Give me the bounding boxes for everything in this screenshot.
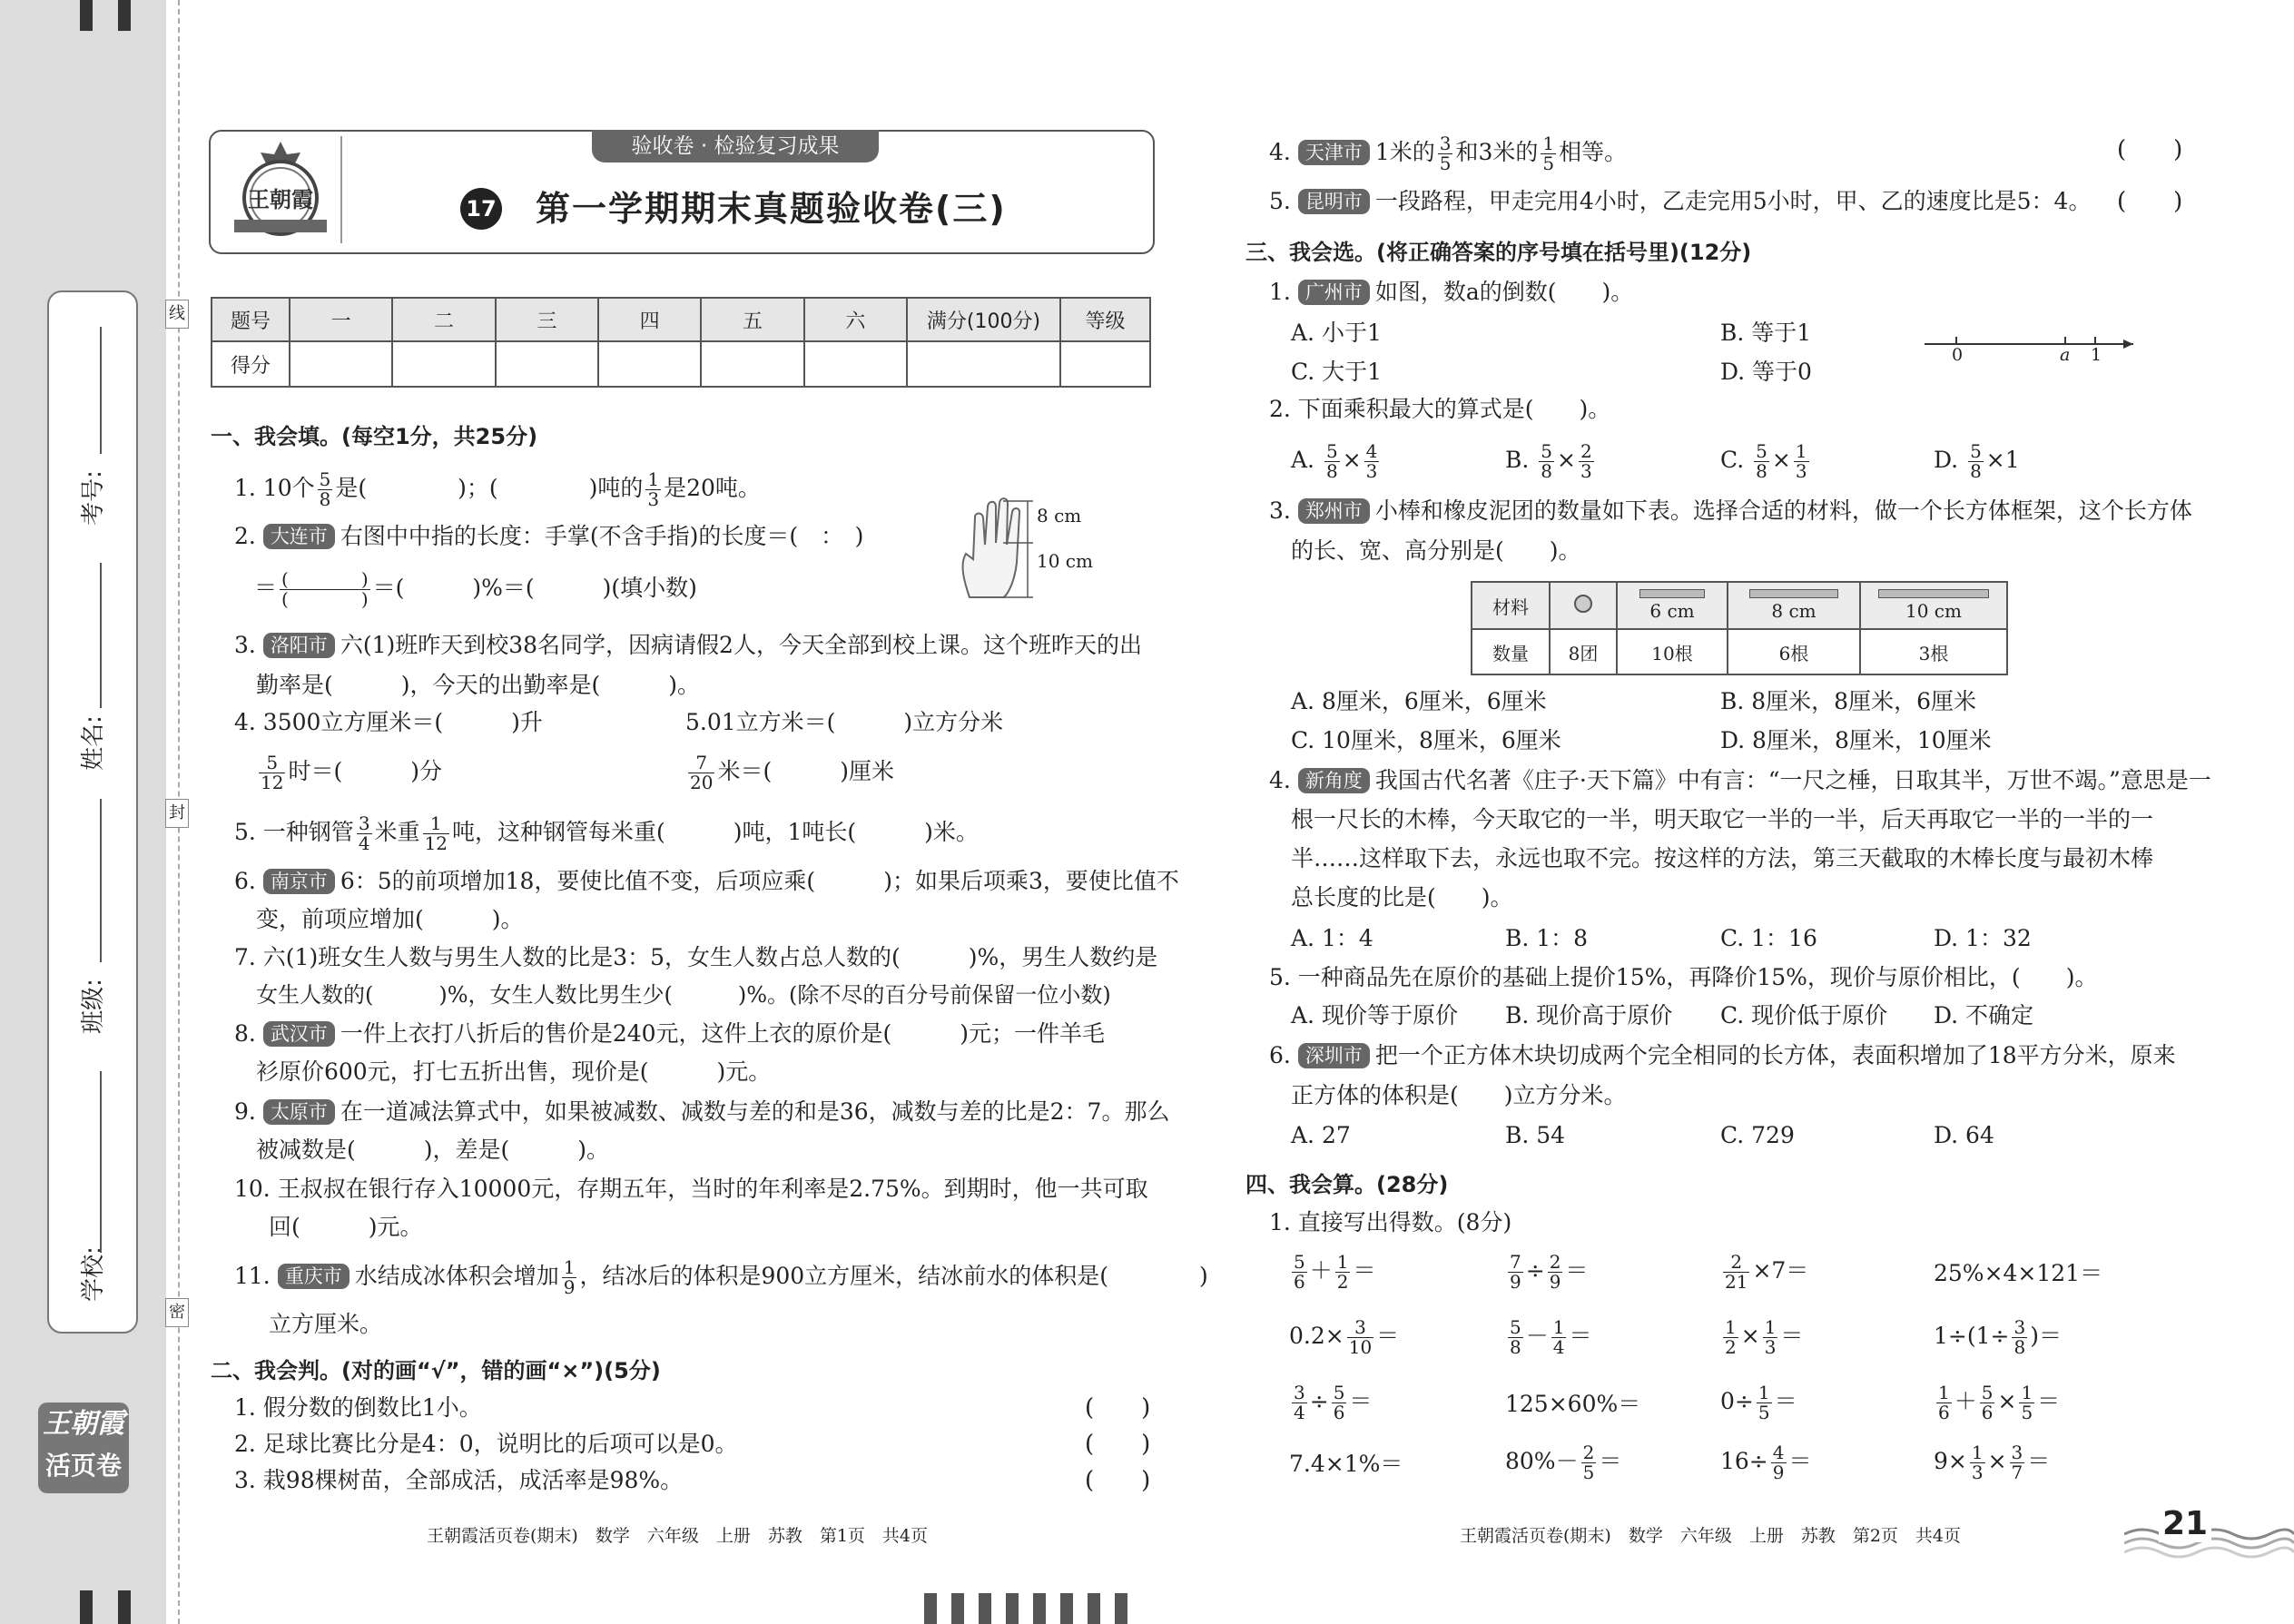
choice-1-option-b[interactable]: B. 等于1 <box>1720 320 1812 346</box>
materials-count: 10根 <box>1617 629 1728 674</box>
class-line <box>100 799 102 962</box>
class-label: 班级: <box>79 979 107 1034</box>
page-number: 21 <box>2159 1505 2211 1542</box>
city-tag: 深圳市 <box>1298 1043 1370 1068</box>
calc-title: 1. 直接写出得数。(8分) <box>1269 1209 1512 1235</box>
score-col-header: 六 <box>804 298 907 341</box>
choice-6-option-b[interactable]: B. 54 <box>1505 1122 1566 1148</box>
choice-3: 3. 郑州市 小棒和橡皮泥团的数量如下表。选择合适的材料，做一个长方体框架，这个长方体 <box>1269 497 2192 524</box>
choice-3-option-c[interactable]: C. 10厘米，8厘米，6厘米 <box>1291 727 1561 753</box>
choice-4-line3: 半……这样取下去，永远也取不完。按这样的方法，第三天截取的木棒长度与最初木棒 <box>1291 845 2154 871</box>
choice-4-option-d[interactable]: D. 1：32 <box>1934 925 2032 951</box>
calc-b2: $\frac{5}{8}$ － $\frac{1}{4}$ ＝ <box>1510 1316 1592 1358</box>
question-4a: 4. 3500立方厘米＝( )升 <box>234 709 543 735</box>
section-4-title: 四、我会算。(28分) <box>1245 1172 1449 1197</box>
materials-table <box>1471 581 2008 675</box>
score-col-header: 五 <box>701 298 803 341</box>
choice-3-option-a[interactable]: A. 8厘米，6厘米，6厘米 <box>1291 688 1547 714</box>
score-row-label: 得分 <box>212 341 290 387</box>
choice-4-line4: 总长度的比是( )。 <box>1291 884 1513 910</box>
name-line <box>100 563 102 708</box>
judge-3: 3. 栽98棵树苗，全部成活，成活率是98%。 <box>234 1467 684 1493</box>
score-col-header: 满分(100分) <box>907 298 1060 341</box>
fraction: $\frac{5}{8}$ <box>1325 440 1338 482</box>
choice-1: 1. 广州市 如图，数a的倒数( )。 <box>1269 279 1634 305</box>
choice-2: 2. 下面乘积最大的算式是( )。 <box>1269 396 1611 422</box>
question-5: 5. 一种钢管 $\frac{3}{4}$ 米重 $\frac{1}{12}$ 吨，这种钢管每米重( )吨，1吨长( )米。 <box>234 812 979 854</box>
score-cell[interactable] <box>392 341 495 387</box>
judge-2: 2. 足球比赛比分是4：0，说明比的后项可以是0。 <box>234 1431 738 1457</box>
top-marks <box>80 0 93 31</box>
stick-icon <box>1878 589 1989 598</box>
city-tag: 昆明市 <box>1298 189 1370 214</box>
brand-line2: 活页卷 <box>44 1451 122 1481</box>
choice-3-option-b[interactable]: B. 8厘米，8厘米，6厘米 <box>1720 688 1976 714</box>
calc-d4: 9× $\frac{1}{3}$ × $\frac{3}{7}$ ＝ <box>1934 1442 2051 1483</box>
number-line-label: 1 <box>2091 345 2102 365</box>
calc-c2: 125×60%＝ <box>1505 1391 1641 1417</box>
stick-icon <box>1639 589 1705 598</box>
calc-a1: $\frac{5}{6}$ ＋ $\frac{1}{2}$ ＝ <box>1294 1251 1376 1293</box>
answer-paren[interactable]: ( ) <box>1085 1394 1151 1422</box>
school-label: 学校: <box>79 1246 107 1302</box>
materials-header: 材料 <box>1472 582 1550 629</box>
calc-d2: 80%－ $\frac{2}{5}$ ＝ <box>1505 1442 1622 1483</box>
page-title: 第一学期期末真题验收卷(三) <box>536 189 1007 229</box>
school-line <box>100 1071 102 1253</box>
city-tag: 广州市 <box>1298 280 1370 305</box>
question-11: 11. 重庆市 水结成冰体积会增加 $\frac{1}{9}$ ，结冰后的体积是900立方厘米，结冰前水的体积是( ) <box>234 1256 1208 1298</box>
question-2-ratio: ＝ ( ) ( ) ＝( )%＝( )(填小数) <box>254 568 697 610</box>
fraction: $\frac{1}{9}$ <box>563 1256 576 1298</box>
choice-4-option-b[interactable]: B. 1：8 <box>1505 925 1589 951</box>
calc-d1: 7.4×1%＝ <box>1289 1451 1403 1477</box>
choice-5-option-a[interactable]: A. 现价等于原价 <box>1291 1002 1458 1029</box>
svg-text:王朝霞: 王朝霞 <box>248 186 313 212</box>
calc-a3: $\frac{2}{21}$ ×7＝ <box>1725 1251 1809 1293</box>
bottom-ticks <box>924 1593 1142 1624</box>
question-8-line2: 衫原价600元，打七五折出售，现价是( )元。 <box>256 1058 772 1085</box>
city-tag: 武汉市 <box>263 1021 335 1047</box>
logo-seal-icon <box>227 136 334 243</box>
city-tag: 太原市 <box>263 1099 335 1125</box>
brand-badge <box>38 1403 129 1493</box>
choice-5-option-c[interactable]: C. 现价低于原价 <box>1720 1002 1888 1029</box>
name-label: 姓名: <box>79 715 107 771</box>
number-line-label: 0 <box>1952 345 1964 365</box>
city-tag: 新角度 <box>1298 768 1370 793</box>
choice-5: 5. 一种商品先在原价的基础上提价15%，再降价15%，现价与原价相比，( )。 <box>1269 964 2098 990</box>
number-line-label: a <box>2060 345 2071 365</box>
choice-6-option-d[interactable]: D. 64 <box>1934 1122 1994 1148</box>
calc-c1: $\frac{3}{4}$ ÷ $\frac{5}{6}$ ＝ <box>1294 1382 1373 1423</box>
score-table <box>211 297 1151 388</box>
materials-stick-10: 10 cm <box>1860 582 2007 629</box>
choice-2-option-b[interactable]: B. $\frac{5}{8}$ × $\frac{2}{3}$ <box>1505 440 1592 482</box>
judge-5: 5. 昆明市 一段路程，甲走完用4小时，乙走完用5小时，甲、乙的速度比是5：4。 <box>1269 188 2092 214</box>
choice-4: 4. 新角度 我国古代名著《庄子·天下篇》中有言：“一尺之棰，日取其半，万世不竭。”意思是一 <box>1269 767 2211 793</box>
brand-line1: 王朝霞 <box>43 1408 124 1440</box>
question-4d: $\frac{7}{20}$ 米＝( )厘米 <box>690 752 894 793</box>
fraction: $\frac{7}{20}$ <box>690 752 714 793</box>
binding-border <box>47 290 138 1334</box>
materials-row-label: 数量 <box>1472 629 1550 674</box>
score-col-header: 四 <box>598 298 701 341</box>
fraction: $\frac{1}{12}$ <box>424 812 448 854</box>
hand-label-finger: 8 cm <box>1037 505 1082 527</box>
choice-2-option-a[interactable]: A. $\frac{5}{8}$ × $\frac{4}{3}$ <box>1291 440 1378 482</box>
calc-b4: 1÷(1÷ $\frac{3}{8}$ )＝ <box>1934 1316 2062 1358</box>
question-9-line2: 被减数是( )，差是( )。 <box>256 1137 610 1163</box>
question-1: 1. 10个 $\frac{5}{8}$ 是( )；( )吨的 $\frac{1}{3}$ 是20吨。 <box>234 468 761 510</box>
fraction: $\frac{5}{8}$ <box>319 468 331 510</box>
choice-1-option-c[interactable]: C. 大于1 <box>1291 359 1383 385</box>
test-number-badge: 17 <box>460 188 502 230</box>
fraction: $\frac{5}{8}$ <box>1756 440 1767 482</box>
answer-paren[interactable]: ( ) <box>1085 1431 1151 1458</box>
score-cell[interactable] <box>290 341 392 387</box>
calc-a2: $\frac{7}{9}$ ÷ $\frac{2}{9}$ ＝ <box>1510 1251 1589 1293</box>
fraction: $\frac{4}{3}$ <box>1365 440 1378 482</box>
fraction: $\frac{5}{8}$ <box>1541 440 1553 482</box>
calc-c4: $\frac{1}{6}$ ＋ $\frac{5}{6}$ × $\frac{1}{5}$ ＝ <box>1938 1382 2061 1423</box>
choice-6-option-a[interactable]: A. 27 <box>1291 1122 1351 1148</box>
materials-clay <box>1550 582 1617 629</box>
fraction: $\frac{1}{5}$ <box>1542 133 1555 174</box>
seal-mark-line: 线 <box>165 300 189 329</box>
judge-1: 1. 假分数的倒数比1小。 <box>234 1394 482 1421</box>
exam-number-line <box>100 327 102 454</box>
score-cell[interactable] <box>598 341 701 387</box>
calc-c3: 0÷ $\frac{1}{5}$ ＝ <box>1720 1382 1797 1423</box>
hand-label-palm: 10 cm <box>1037 550 1093 572</box>
materials-count: 6根 <box>1728 629 1860 674</box>
question-6-line2: 变，前项应增加( )。 <box>256 906 524 932</box>
question-4b: 5.01立方米＝( )立方分米 <box>685 709 1004 735</box>
section-3-title: 三、我会选。(将正确答案的序号填在括号里)(12分) <box>1245 240 1752 265</box>
calc-b3: $\frac{1}{2}$ × $\frac{1}{3}$ ＝ <box>1725 1316 1804 1358</box>
city-tag: 郑州市 <box>1298 498 1370 524</box>
choice-6: 6. 深圳市 把一个正方体木块切成两个完全相同的长方体，表面积增加了18平方分米，原来 <box>1269 1042 2176 1068</box>
question-6: 6. 南京市 6：5的前项增加18，要使比值不变，后项应乘( )；如果后项乘3，要使比值不 <box>234 868 1179 894</box>
question-8: 8. 武汉市 一件上衣打八折后的售价是240元，这件上衣的原价是( )元；一件羊毛 <box>234 1020 1106 1047</box>
choice-6-option-c[interactable]: C. 729 <box>1720 1122 1795 1148</box>
question-11-line2: 立方厘米。 <box>269 1311 383 1337</box>
answer-paren[interactable]: ( ) <box>2117 188 2183 215</box>
choice-2-option-d[interactable]: D. $\frac{5}{8}$ ×1 <box>1934 440 2020 482</box>
materials-stick-8: 8 cm <box>1728 582 1860 629</box>
score-cell[interactable] <box>804 341 907 387</box>
score-col-header: 二 <box>392 298 495 341</box>
fraction: $\frac{2}{3}$ <box>1580 440 1592 482</box>
choice-5-option-b[interactable]: B. 现价高于原价 <box>1505 1002 1673 1029</box>
score-cell[interactable] <box>1060 341 1150 387</box>
fraction: $\frac{3}{4}$ <box>358 812 370 854</box>
question-3: 3. 洛阳市 六(1)班昨天到校38名同学，因病请假2人，今天全部到校上课。这个班昨天的出 <box>234 632 1142 658</box>
score-cell[interactable] <box>907 341 1060 387</box>
fraction: $\frac{1}{3}$ <box>1795 440 1807 482</box>
score-cell[interactable] <box>701 341 803 387</box>
choice-6-line2: 正方体的体积是( )立方分米。 <box>1291 1082 1627 1108</box>
choice-4-option-c[interactable]: C. 1：16 <box>1720 925 1817 951</box>
clay-ball-icon <box>1574 595 1592 613</box>
stick-icon <box>1749 589 1838 598</box>
question-10-line2: 回( )元。 <box>269 1214 423 1240</box>
answer-paren[interactable]: ( ) <box>1085 1467 1151 1494</box>
header-banner: 验收卷 · 检验复习成果 <box>592 130 879 162</box>
top-marks <box>118 0 131 31</box>
fraction: $\frac{3}{5}$ <box>1439 133 1452 174</box>
answer-paren[interactable]: ( ) <box>2117 136 2183 163</box>
choice-3-line2: 的长、宽、高分别是( )。 <box>1291 537 1581 564</box>
city-tag: 大连市 <box>263 524 335 549</box>
choice-2-option-c[interactable]: C. $\frac{5}{8}$ × $\frac{1}{3}$ <box>1720 440 1807 482</box>
calc-d3: 16÷ $\frac{4}{9}$ ＝ <box>1720 1442 1812 1483</box>
materials-count: 8团 <box>1550 629 1617 674</box>
calc-b1: 0.2× $\frac{3}{10}$ ＝ <box>1289 1316 1400 1358</box>
score-cell[interactable] <box>496 341 598 387</box>
bottom-marks <box>118 1590 131 1624</box>
question-10: 10. 王叔叔在银行存入10000元，存期五年，当时的年利率是2.75%。到期时，他一共可取 <box>234 1176 1148 1202</box>
city-tag: 重庆市 <box>278 1264 350 1289</box>
score-col-header: 三 <box>496 298 598 341</box>
footer-left: 王朝霞活页卷(期末) 数学 六年级 上册 苏教 第1页 共4页 <box>427 1526 929 1546</box>
fraction: $\frac{5}{8}$ <box>1970 440 1982 482</box>
fraction: $\frac{1}{3}$ <box>647 468 660 510</box>
city-tag: 天津市 <box>1298 140 1370 165</box>
choice-4-option-a[interactable]: A. 1：4 <box>1291 925 1373 951</box>
choice-1-option-d[interactable]: D. 等于0 <box>1720 359 1812 385</box>
calc-a4: 25%×4×121＝ <box>1934 1260 2103 1286</box>
section-1-title: 一、我会填。(每空1分，共25分) <box>211 424 538 449</box>
score-col-header: 一 <box>290 298 392 341</box>
choice-1-option-a[interactable]: A. 小于1 <box>1291 320 1382 346</box>
city-tag: 南京市 <box>263 869 335 894</box>
fraction: $\frac{5}{12}$ <box>261 752 284 793</box>
score-col-header: 等级 <box>1060 298 1150 341</box>
question-4c: $\frac{5}{12}$ 时＝( )分 <box>261 752 442 793</box>
fraction-blank: ( ) ( ) <box>281 568 369 610</box>
bottom-marks <box>80 1590 93 1624</box>
section-2-title: 二、我会判。(对的画“√”，错的画“×”)(5分) <box>211 1358 661 1383</box>
question-7-line2: 女生人数的( )%，女生人数比男生少( )%。(除不尽的百分号前保留一位小数) <box>256 982 1111 1008</box>
question-9: 9. 太原市 在一道减法算式中，如果被减数、减数与差的和是36，减数与差的比是2：7。那么 <box>234 1098 1170 1125</box>
score-col-header: 题号 <box>212 298 290 341</box>
materials-stick-6: 6 cm <box>1617 582 1728 629</box>
header-logo <box>227 136 334 243</box>
question-7: 7. 六(1)班女生人数与男生人数的比是3：5，女生人数占总人数的( )%，男生人数约是 <box>234 944 1158 970</box>
choice-4-line2: 根一尺长的木棒，今天取它的一半，明天取它一半的一半，后天再取它一半的一半的一 <box>1291 806 2154 832</box>
exam-number-label: 考号: <box>79 470 107 526</box>
choice-5-option-d[interactable]: D. 不确定 <box>1934 1002 2034 1029</box>
question-3-line2: 勤率是( )，今天的出勤率是( )。 <box>256 672 701 698</box>
footer-right: 王朝霞活页卷(期末) 数学 六年级 上册 苏教 第2页 共4页 <box>1460 1526 1962 1546</box>
seal-mark-seal: 封 <box>165 799 189 828</box>
judge-4: 4. 天津市 1米的 $\frac{3}{5}$ 和3米的 $\frac{1}{5}$ 相等。 <box>1269 133 1628 174</box>
choice-3-option-d[interactable]: D. 8厘米，8厘米，10厘米 <box>1720 727 1992 753</box>
materials-count: 3根 <box>1860 629 2007 674</box>
city-tag: 洛阳市 <box>263 633 335 658</box>
question-2: 2. 大连市 右图中中指的长度：手掌(不含手指)的长度＝( ： ) <box>234 523 864 549</box>
seal-mark-secret: 密 <box>165 1298 189 1327</box>
logo-divider <box>340 136 342 243</box>
